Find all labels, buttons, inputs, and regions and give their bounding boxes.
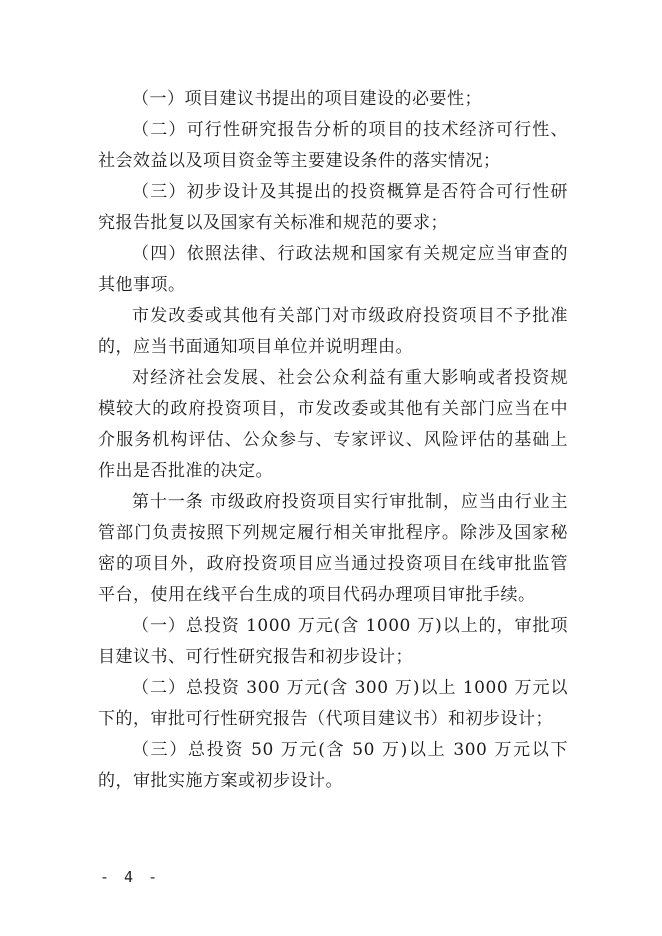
article-11-paragraph: 第十一条 市级政府投资项目实行审批制，应当由行业主管部门负责按照下列规定履行相关审批程序。除涉及国家秘密的项目外，政府投资项目应当通过投资项目在线审批监管平台，使用在线平台生成的项目代码办理项目审批手续。 [98, 492, 568, 605]
page-number: - 4 - [100, 868, 161, 886]
document-body [98, 84, 568, 797]
clause-item-3: （三）初步设计及其提出的投资概算是否符合可行性研究报告批复以及国家有关标准和规范的要求； [98, 182, 568, 233]
threshold-item-3: （三）总投资 50 万元(含 50 万)以上 300 万元以下的，审批实施方案或初步设计。 [98, 740, 568, 791]
threshold-item-1: （一）总投资 1000 万元(含 1000 万)以上的，审批项目建议书、可行性研究报告和初步设计； [98, 616, 568, 667]
rejection-notice-paragraph: 市发改委或其他有关部门对市级政府投资项目不予批准的，应当书面通知项目单位并说明理由。 [98, 306, 568, 357]
clause-item-4: （四）依照法律、行政法规和国家有关规定应当审查的其他事项。 [98, 244, 568, 295]
threshold-item-2: （二）总投资 300 万元(含 300 万)以上 1000 万元以下的，审批可行性研究报告（代项目建议书）和初步设计； [98, 678, 568, 729]
major-project-paragraph: 对经济社会发展、社会公众利益有重大影响或者投资规模较大的政府投资项目，市发改委或其他有关部门应当在中介服务机构评估、公众参与、专家评议、风险评估的基础上作出是否批准的决定。 [98, 368, 568, 481]
clause-item-1: （一）项目建议书提出的项目建设的必要性； [132, 89, 482, 109]
clause-item-2: （二）可行性研究报告分析的项目的技术经济可行性、社会效益以及项目资金等主要建设条件的落实情况； [98, 120, 568, 171]
